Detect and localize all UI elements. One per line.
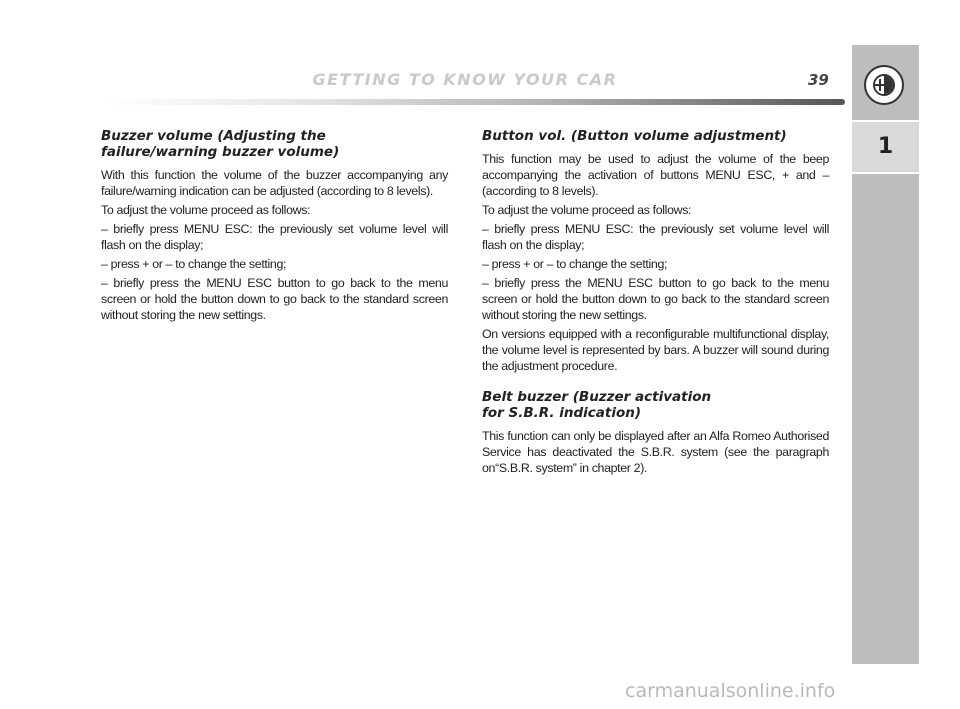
paragraph: This function may be used to adjust the volume of the beep accompanying the activation of buttons MENU ESC, + and – (according to 8 levels).: [482, 152, 829, 198]
page-number: 39: [808, 71, 829, 89]
section-heading: [101, 128, 448, 160]
heading-line: for S.B.R. indication): [482, 405, 642, 421]
chapter-tab[interactable]: 1: [852, 120, 919, 174]
paragraph: To adjust the volume proceed as follows:: [101, 203, 311, 217]
page-header-title: GETTING TO KNOW YOUR CAR: [312, 70, 618, 89]
paragraph: – briefly press the MENU ESC button to go back to the menu screen or hold the button down to go back to the standard screen without storing the new settings.: [101, 276, 448, 322]
section-heading: [482, 389, 829, 421]
heading-line: failure/warning buzzer volume): [101, 144, 340, 160]
section-heading: Button vol. (Button volume adjustment): [482, 128, 787, 144]
paragraph: – press + or – to change the setting;: [482, 257, 668, 271]
watermark: carmanualsonline.info: [625, 680, 836, 702]
paragraph: With this function the volume of the buzzer accompanying any failure/warning indication can be adjusted (according to 8 levels).: [101, 168, 448, 198]
paragraph: To adjust the volume proceed as follows:: [482, 203, 692, 217]
paragraph: – briefly press MENU ESC: the previously set volume level will flash on the display;: [482, 222, 829, 252]
alfa-romeo-logo-icon: [864, 65, 904, 105]
paragraph: On versions equipped with a reconfigurable multifunctional display, the volume level is represented by bars. A buzzer will sound during the adjustment procedure.: [482, 327, 829, 373]
left-column: [101, 128, 448, 326]
heading-line: Belt buzzer (Buzzer activation: [482, 389, 712, 405]
paragraph: – briefly press the MENU ESC button to go back to the menu screen or hold the button down to go back to the standard screen without storing the new settings.: [482, 276, 829, 322]
paragraph: This function can only be displayed after an Alfa Romeo Authorised Service has deactivated the S.B.R. system (see the paragraph on“S.B.R. system” in chapter 2).: [482, 429, 829, 475]
heading-line: Buzzer volume (Adjusting the: [101, 128, 326, 144]
paragraph: – press + or – to change the setting;: [101, 257, 287, 271]
header-divider: [100, 99, 845, 105]
paragraph: – briefly press MENU ESC: the previously set volume level will flash on the display;: [101, 222, 448, 252]
right-column: [482, 128, 829, 479]
